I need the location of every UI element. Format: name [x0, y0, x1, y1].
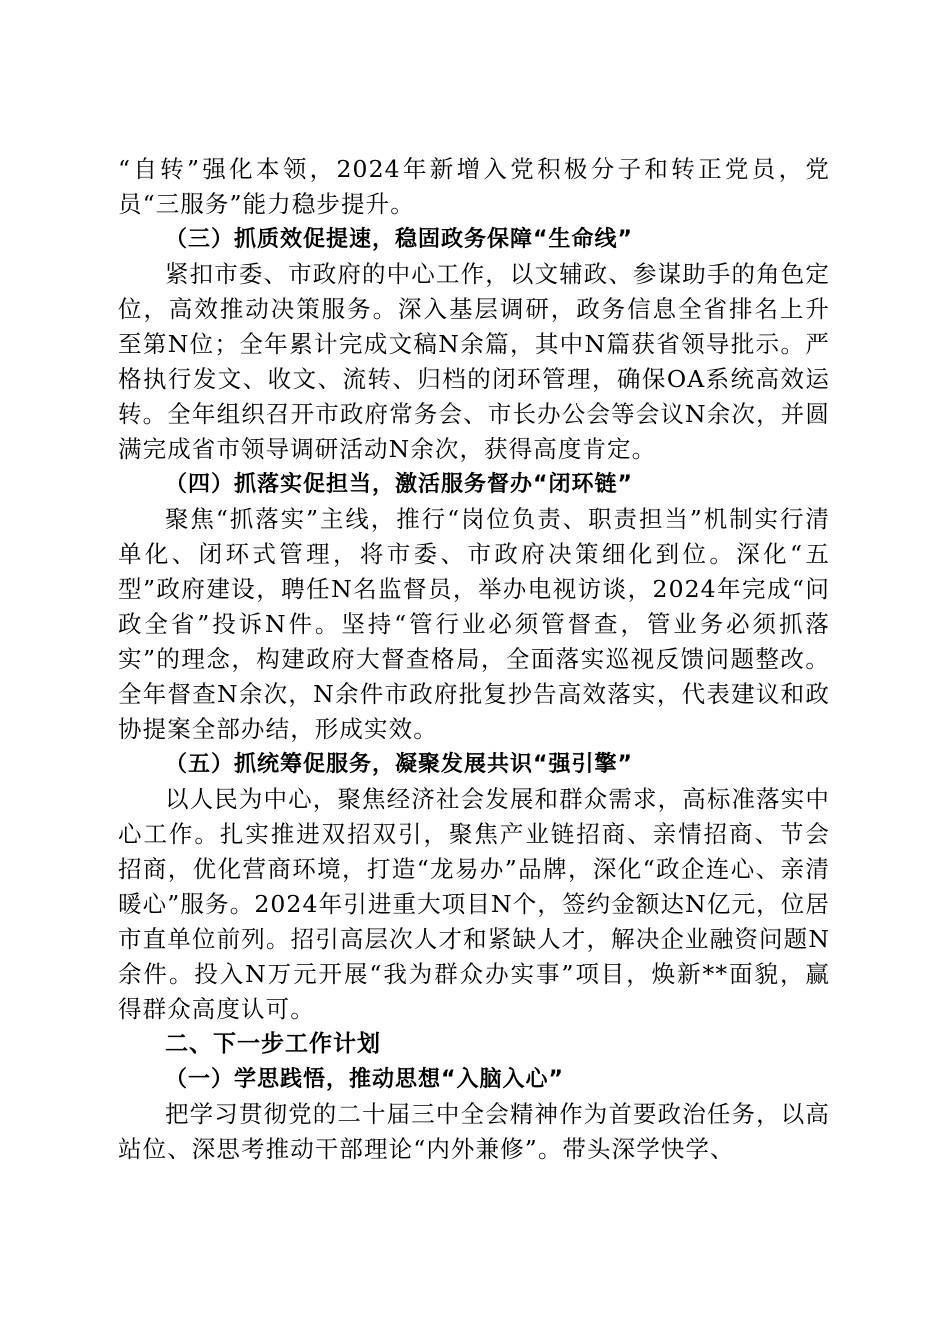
subheading-coordination-service: （五）抓统筹促服务，凝聚发展共识“强引擎”: [165, 752, 633, 777]
paragraph-government-support: 紧扣市委、市政府的中心工作，以文辅政、参谋助手的角色定位，高效推动决策服务。深入基层调研，政务信息全省排名上升至第N位；全年累计完成文稿N余篇，其中N篇获省领导批示。严格执行发文、收文、流转、归档的闭环管理，确保OA系统高效运转。全年组织召开市政府常务会、市长办公会等会议N余次，并圆满完成省市领导调研活动N余次，获得高度肯定。: [118, 260, 830, 463]
subheading-quality-efficiency: （三）抓质效促提速，稳固政务保障“生命线”: [165, 227, 633, 252]
paragraph-party-members-continued: “自转”强化本领，2024年新增入党积极分子和转正党员，党员“三服务”能力稳步提升。: [118, 155, 830, 218]
paragraph-supervision: 聚焦“抓落实”主线，推行“岗位负责、职责担当”机制实行清单化、闭环式管理，将市委、市政府决策细化到位。深化“五型”政府建设，聘任N名监督员，举办电视访谈，2024年完成“问政全省”投诉N件。坚持“管行业必须管督查，管业务必须抓落实”的理念，构建政府大督查格局，全面落实巡视反馈问题整改。全年督查N余次，N余件市政府批复抄告高效落实，代表建议和政协提案全部办结，形成实效。: [118, 505, 830, 743]
subheading-study-practice: （一）学思践悟，推动思想“入脑入心”: [165, 1067, 564, 1092]
paragraph-study-plan: 把学习贯彻党的二十届三中全会精神作为首要政治任务，以高站位、深思考推动干部理论“内外兼修”。带头深学快学、: [118, 1100, 830, 1163]
document-body: [118, 152, 830, 1167]
paragraph-development-consensus: 以人民为中心，聚焦经济社会发展和群众需求，高标准落实中心工作。扎实推进双招双引，聚焦产业链招商、亲情招商、节会招商，优化营商环境，打造“龙易办”品牌，深化“政企连心、亲清暖心”服务。2024年引进重大项目N个，签约金额达N亿元，位居市直单位前列。招引高层次人才和紧缺人才，解决企业融资问题N余件。投入N万元开展“我为群众办实事”项目，焕新**面貌，赢得群众高度认可。: [118, 785, 830, 1023]
section-heading-next-steps: 二、下一步工作计划: [165, 1031, 381, 1057]
subheading-implementation-responsibility: （四）抓落实促担当，激活服务督办“闭环链”: [165, 472, 633, 497]
